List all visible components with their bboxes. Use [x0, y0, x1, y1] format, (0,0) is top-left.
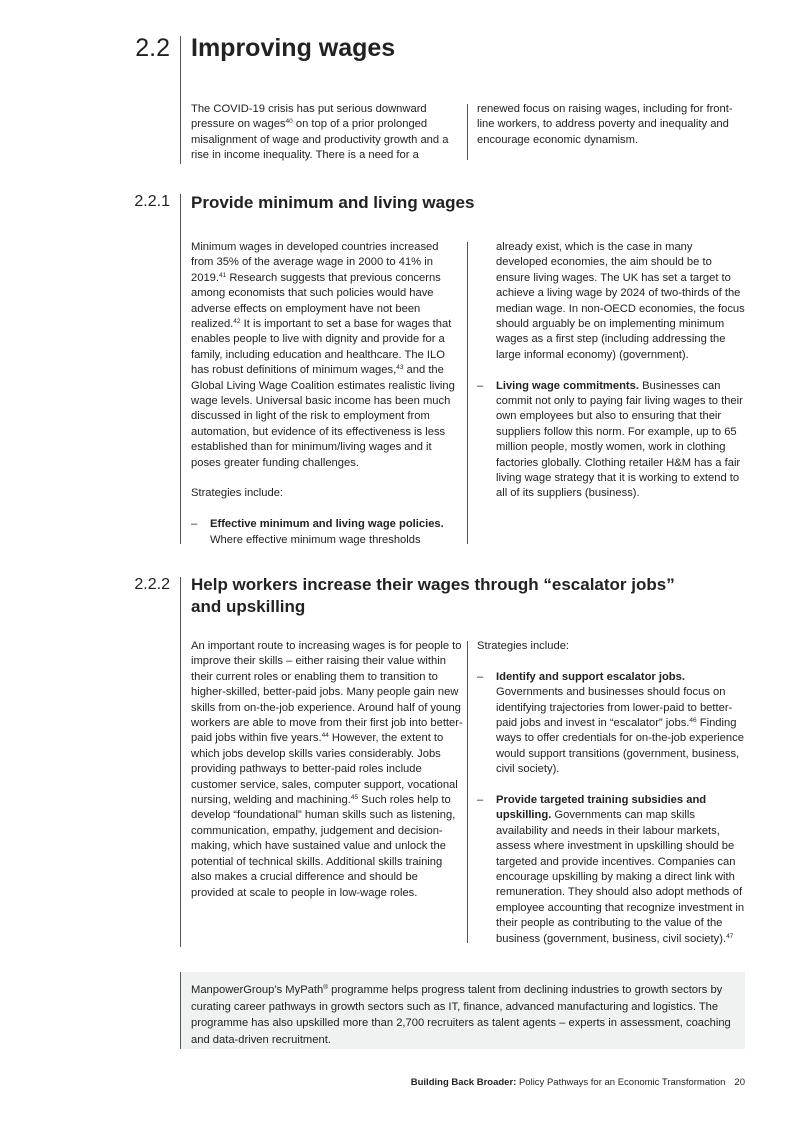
page-number: 20	[734, 1077, 745, 1088]
subsection-title-line2: and upskilling	[191, 597, 306, 616]
bullet-item	[477, 793, 745, 947]
callout-box	[180, 972, 745, 1049]
bullet-item	[477, 379, 745, 502]
intro-left-column	[191, 102, 463, 164]
subsection-rule	[180, 194, 181, 544]
bullet-title: Living wage commitments.	[496, 379, 639, 392]
footnote-ref: 43	[396, 364, 404, 372]
bullet-text-2: Finding ways to offer credentials for on-the-job experience would support transitions (government, business, civil society).	[496, 717, 744, 776]
subsection-rule	[180, 577, 181, 947]
section-rule	[180, 36, 181, 164]
registered-mark: ®	[323, 984, 329, 991]
s221-right-column	[477, 240, 745, 502]
intro-paragraph-cont: renewed focus on raising wages, including for front-line workers, to address poverty and inequality and encourage economic dynamism.	[477, 103, 733, 146]
intro-text-1: The COVID-19 crisis has put serious downward pressure on wages	[191, 103, 427, 131]
s221-paragraph	[191, 240, 463, 471]
callout-rule	[180, 972, 181, 1049]
intro-paragraph	[191, 102, 463, 164]
subsection-title	[191, 574, 675, 618]
s221-text-b: Research suggests that previous concerns among economists that such policies would have adverse effects on employment have not been realized.	[191, 271, 441, 331]
s222-right-column	[477, 639, 745, 947]
bullet-dash: –	[477, 794, 484, 807]
s221-text-a: Minimum wages in developed countries increased from 35% of the average wage in 2000 to 41% in 2019.	[191, 241, 439, 284]
bullet-title: Provide targeted training subsidies and upskilling.	[496, 794, 707, 822]
footnote-ref: 44	[321, 732, 329, 740]
bullet-dash: –	[477, 379, 484, 392]
footnote-ref: 42	[233, 318, 241, 326]
s222-left-column	[191, 639, 463, 901]
s221-left-column	[191, 240, 463, 548]
bullet-title: Effective minimum and living wage policies.	[210, 518, 444, 531]
callout-text: programme helps progress talent from declining industries to growth sectors by curating career pathways in growth sectors such as IT, finance, advanced manufacturing and logistics. The programme has also upskilled more than 2,700 recruiters as talent agents – experts in assessment, coaching and data-driven recruitment.	[191, 984, 731, 1046]
bullet-title: Identify and support escalator jobs.	[496, 670, 685, 683]
column-divider	[467, 104, 468, 160]
subsection-number: 2.2.2	[134, 576, 170, 593]
s221-text-c: It is important to set a base for wages that enables people to live with dignity and provide for a family, including education and healthcare. The ILO has robust definitions of minimum wages,	[191, 318, 452, 377]
column-divider	[467, 641, 468, 943]
s222-text-b: However, the extent to which jobs develop skills varies considerably. Jobs providing pathways to better-paid roles include customer service, sales, computer support, vocational nursing, welding and machining.	[191, 732, 458, 807]
bullet-dash: –	[191, 518, 198, 531]
s221-text-d: and the Global Living Wage Coalition estimates realistic living wage levels. Universal basic income has been much discussed in light of the risk to employment from automation, but evidence of its effectiveness is less established than for minimum/living wages and it poses greater funding challenges.	[191, 364, 455, 469]
strategies-label: Strategies include:	[477, 640, 570, 652]
subsection-title-line1: Help workers increase their wages through “escalator jobs”	[191, 575, 675, 594]
bullet-text: Governments can map skills availability and needs in their labour markets, assess where investment in upskilling should be targeted and provide incentives. Companies can encourage upskilling by making a direct link with remuneration. They should also adopt methods of employee accounting that recognize investment in their people as contributing to the value of the business (government, business, civil society).	[496, 809, 745, 945]
footer-title: Policy Pathways for an Economic Transformation	[516, 1077, 726, 1088]
page-footer	[411, 1077, 745, 1088]
bullet-text: Governments and businesses should focus on identifying trajectories from lower-paid to better-paid jobs and invest in “escalator” jobs.	[496, 686, 733, 730]
bullet-text: Where effective minimum wage thresholds	[210, 533, 421, 546]
strategies-label: Strategies include:	[191, 487, 284, 500]
footnote-ref: 41	[219, 271, 227, 279]
column-divider	[467, 242, 468, 544]
bullet-item	[477, 670, 745, 778]
intro-text-2: on top of a prior prolonged misalignment of wage and productivity growth and a rise in income inequality. There is a need for a	[191, 118, 449, 162]
section-title: Improving wages	[191, 34, 396, 62]
footer-title-bold: Building Back Broader:	[410, 1077, 517, 1088]
s222-paragraph	[191, 639, 463, 901]
bullet-item-cont	[477, 240, 745, 363]
footnote-ref: 40	[285, 118, 293, 126]
bullet-text-cont: already exist, which is the case in many developed economies, the aim should be to ensure living wages. The UK has set a target to achieve a living wage by 2024 of two-thirds of the median wage. In non-OECD economies, the focus should arguably be on implementing minimum wages as a first step (including addressing the large informal economy) (government).	[496, 241, 745, 361]
footnote-ref: 47	[726, 932, 734, 940]
callout-brand: ManpowerGroup’s MyPath	[191, 984, 324, 996]
s222-text-c: Such roles help to develop “foundational” human skills such as listening, communication, empathy, judgement and decision-making, which have sustained value and unlock the potential of technical skills. Additional skills training also makes a crucial difference and should be provided at scale to people in low-wage roles.	[191, 794, 456, 899]
subsection-title: Provide minimum and living wages	[191, 193, 475, 212]
intro-right-column	[477, 102, 745, 148]
subsection-number: 2.2.1	[134, 193, 170, 210]
footnote-ref: 45	[350, 794, 359, 802]
s222-text-a: An important route to increasing wages is for people to improve their skills – either raising their value within their current roles or enabling them to transition to higher-skilled, better-paid jobs. Many people gain new skills from on-the-job experience. Around half of young workers are able to move from their first job into better-paid jobs within five years.	[191, 640, 463, 745]
bullet-dash: –	[477, 670, 484, 683]
bullet-item	[191, 517, 463, 548]
section-number: 2.2	[135, 34, 170, 62]
footnote-ref: 46	[689, 717, 697, 725]
bullet-text: Businesses can commit not only to paying fair living wages to their own employees but also to ensuring that their suppliers follow this norm. For example, up to 65 million people, mostly women, work in clothing factories globally. Clothing retailer H&M has a fair living wage strategy that it is working to extend to all of its suppliers (business).	[496, 379, 743, 500]
